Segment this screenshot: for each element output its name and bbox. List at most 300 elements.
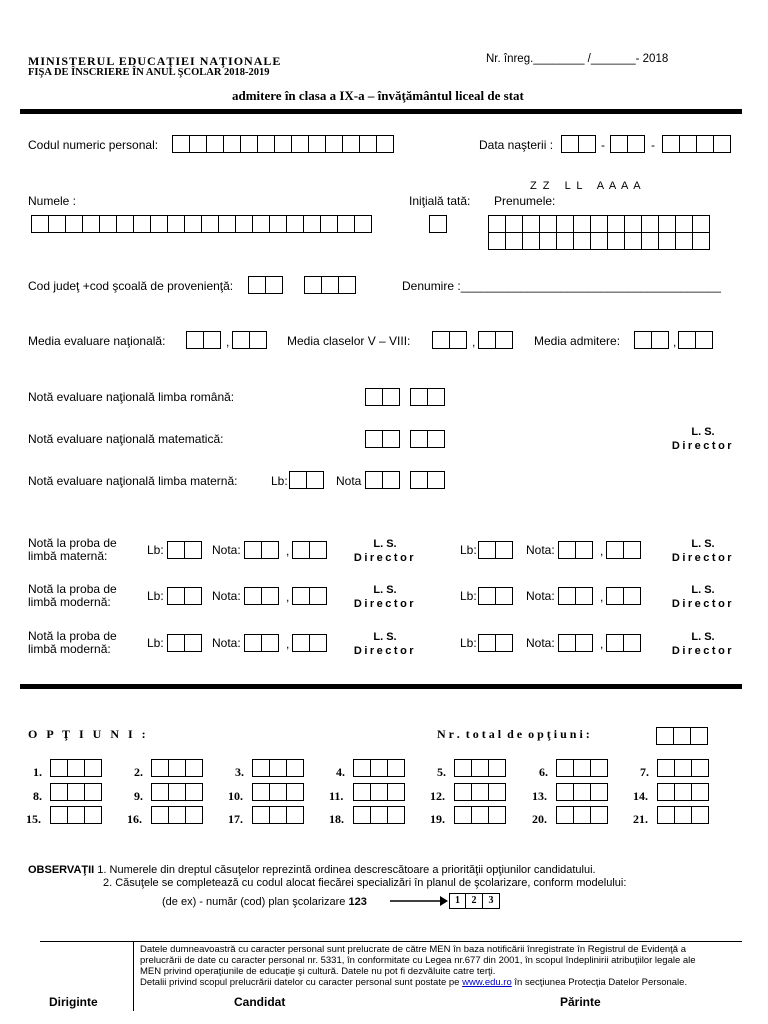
input-cell[interactable]: [410, 388, 428, 406]
input-cell[interactable]: [658, 215, 676, 233]
probe-int-field[interactable]: [244, 587, 278, 605]
input-cell[interactable]: [261, 587, 279, 605]
probe-lb-field[interactable]: [167, 587, 201, 605]
input-cell[interactable]: [657, 759, 675, 777]
input-cell[interactable]: [167, 587, 185, 605]
input-cell[interactable]: [410, 471, 428, 489]
input-cell[interactable]: [376, 135, 394, 153]
input-cell[interactable]: [309, 634, 327, 652]
option-field[interactable]: [454, 759, 505, 777]
probe-lb-field[interactable]: [478, 634, 512, 652]
input-cell[interactable]: [306, 471, 324, 489]
input-cell[interactable]: [522, 215, 540, 233]
probe-lb-field[interactable]: [167, 634, 201, 652]
input-cell[interactable]: [607, 215, 625, 233]
input-cell[interactable]: [252, 806, 270, 824]
probe-int-field[interactable]: [558, 541, 592, 559]
option-field[interactable]: [50, 806, 101, 824]
input-cell[interactable]: [641, 232, 659, 250]
input-cell[interactable]: [641, 215, 659, 233]
input-cell[interactable]: [505, 215, 523, 233]
media-admitere-int-field[interactable]: [634, 331, 668, 349]
probe-int-field[interactable]: [558, 587, 592, 605]
input-cell[interactable]: [67, 783, 85, 801]
romana-int-field[interactable]: [365, 388, 399, 406]
birth-year-field[interactable]: [662, 135, 730, 153]
name-field[interactable]: [31, 215, 371, 233]
input-cell[interactable]: [590, 232, 608, 250]
input-cell[interactable]: [522, 232, 540, 250]
county-code-field[interactable]: [248, 276, 282, 294]
stamp-director: L. S. Director: [671, 631, 735, 657]
input-cell[interactable]: [478, 634, 496, 652]
lb-label: Lb:: [271, 474, 288, 488]
school-code-field[interactable]: [304, 276, 355, 294]
lb-label: Lb:: [147, 589, 164, 603]
input-cell[interactable]: [382, 471, 400, 489]
input-cell[interactable]: [353, 759, 371, 777]
input-cell[interactable]: [606, 634, 624, 652]
input-cell[interactable]: [478, 587, 496, 605]
input-cell[interactable]: [365, 430, 383, 448]
input-cell[interactable]: [151, 806, 169, 824]
input-cell[interactable]: [84, 806, 102, 824]
option-number: 5.: [437, 765, 446, 779]
input-cell[interactable]: [539, 232, 557, 250]
input-cell[interactable]: [48, 215, 66, 233]
input-cell[interactable]: [675, 215, 693, 233]
option-field[interactable]: [454, 806, 505, 824]
input-cell[interactable]: [382, 388, 400, 406]
input-cell[interactable]: [50, 783, 68, 801]
input-cell[interactable]: [370, 783, 388, 801]
input-cell[interactable]: [410, 430, 428, 448]
input-cell[interactable]: [471, 759, 489, 777]
option-field[interactable]: [151, 783, 202, 801]
input-cell[interactable]: [471, 783, 489, 801]
input-cell[interactable]: [488, 806, 506, 824]
input-cell[interactable]: [232, 331, 250, 349]
media-v-viii-int-field[interactable]: [432, 331, 466, 349]
input-cell[interactable]: [261, 541, 279, 559]
input-cell[interactable]: [427, 388, 445, 406]
input-cell[interactable]: [427, 471, 445, 489]
input-cell[interactable]: [675, 232, 693, 250]
input-cell[interactable]: [50, 806, 68, 824]
input-cell[interactable]: [627, 135, 645, 153]
input-cell[interactable]: [578, 135, 596, 153]
input-cell[interactable]: [133, 215, 151, 233]
lb-label: Lb:: [460, 543, 477, 557]
input-cell[interactable]: [610, 135, 628, 153]
input-cell[interactable]: [252, 759, 270, 777]
birth-month-field[interactable]: [610, 135, 644, 153]
input-cell[interactable]: [556, 759, 574, 777]
input-cell[interactable]: [353, 783, 371, 801]
option-field[interactable]: [556, 806, 607, 824]
input-cell[interactable]: [303, 215, 321, 233]
option-field[interactable]: [252, 759, 303, 777]
probe-lb-field[interactable]: [478, 587, 512, 605]
option-number: 18.: [329, 812, 344, 826]
input-cell[interactable]: [291, 135, 309, 153]
input-cell[interactable]: [651, 331, 669, 349]
input-cell[interactable]: [244, 634, 262, 652]
probe-dec-field[interactable]: [606, 587, 640, 605]
input-cell[interactable]: [65, 215, 83, 233]
input-cell[interactable]: [184, 587, 202, 605]
option-field[interactable]: [454, 783, 505, 801]
mate-int-field[interactable]: [365, 430, 399, 448]
input-cell[interactable]: [151, 783, 169, 801]
input-cell[interactable]: [674, 806, 692, 824]
input-cell[interactable]: [184, 634, 202, 652]
nota-label: Nota:: [212, 636, 241, 650]
input-cell[interactable]: [488, 232, 506, 250]
media-admitere-dec-field[interactable]: [678, 331, 712, 349]
input-cell[interactable]: [167, 541, 185, 559]
firstname-field-row2[interactable]: [488, 232, 709, 250]
probe-lb-field[interactable]: [478, 541, 512, 559]
input-cell[interactable]: [151, 759, 169, 777]
lb-label: Lb:: [147, 543, 164, 557]
probe-int-field[interactable]: [244, 634, 278, 652]
media-en-dec-field[interactable]: [232, 331, 266, 349]
option-field[interactable]: [556, 783, 607, 801]
option-number: 3.: [235, 765, 244, 779]
input-cell[interactable]: [691, 783, 709, 801]
input-cell[interactable]: [185, 806, 203, 824]
option-number: 21.: [633, 812, 648, 826]
input-cell[interactable]: [189, 135, 207, 153]
input-cell[interactable]: [573, 783, 591, 801]
input-cell[interactable]: [691, 806, 709, 824]
input-cell[interactable]: [172, 135, 190, 153]
probe-lb-field[interactable]: [167, 541, 201, 559]
input-cell[interactable]: [116, 215, 134, 233]
input-cell[interactable]: [320, 215, 338, 233]
input-cell[interactable]: [167, 215, 185, 233]
input-cell[interactable]: [309, 541, 327, 559]
input-cell[interactable]: [248, 276, 266, 294]
input-cell[interactable]: [240, 135, 258, 153]
input-cell[interactable]: [269, 806, 287, 824]
input-cell[interactable]: [432, 331, 450, 349]
input-cell[interactable]: [223, 135, 241, 153]
input-cell[interactable]: [203, 331, 221, 349]
input-cell[interactable]: [556, 783, 574, 801]
probe-dec-field[interactable]: [292, 634, 326, 652]
input-cell[interactable]: [286, 759, 304, 777]
input-cell[interactable]: [691, 759, 709, 777]
media-en-label: Media evaluare naţională:: [28, 334, 166, 348]
input-cell[interactable]: [624, 215, 642, 233]
input-cell[interactable]: [606, 587, 624, 605]
input-cell[interactable]: [607, 232, 625, 250]
option-field[interactable]: [657, 759, 708, 777]
input-cell[interactable]: [454, 759, 472, 777]
probe-int-field[interactable]: [558, 634, 592, 652]
example-code-boxes: 1 2 3: [449, 893, 500, 909]
media-v-viii-dec-field[interactable]: [478, 331, 512, 349]
materna-int-field[interactable]: [365, 471, 399, 489]
input-cell[interactable]: [454, 783, 472, 801]
option-field[interactable]: [353, 806, 404, 824]
input-cell[interactable]: [67, 806, 85, 824]
input-cell[interactable]: [84, 759, 102, 777]
input-cell[interactable]: [382, 430, 400, 448]
probe-dec-field[interactable]: [606, 634, 640, 652]
birth-day-field[interactable]: [561, 135, 595, 153]
option-number: 20.: [532, 812, 547, 826]
stamp-director: L. S. Director: [671, 538, 735, 564]
input-cell[interactable]: [624, 232, 642, 250]
input-cell[interactable]: [235, 215, 253, 233]
option-field[interactable]: [556, 759, 607, 777]
options-total-label: N r . t o t a l d e o p ţ i u n i :: [437, 727, 590, 741]
input-cell[interactable]: [265, 276, 283, 294]
input-cell[interactable]: [692, 232, 710, 250]
input-cell[interactable]: [218, 215, 236, 233]
input-cell[interactable]: [309, 587, 327, 605]
input-cell[interactable]: [696, 135, 714, 153]
mate-dec-field[interactable]: [410, 430, 444, 448]
input-cell[interactable]: [269, 783, 287, 801]
input-cell[interactable]: [99, 215, 117, 233]
input-cell[interactable]: [67, 759, 85, 777]
input-cell[interactable]: [257, 135, 275, 153]
input-cell[interactable]: [286, 783, 304, 801]
input-cell[interactable]: [495, 541, 513, 559]
input-cell[interactable]: [269, 759, 287, 777]
input-cell[interactable]: [185, 783, 203, 801]
option-field[interactable]: [657, 783, 708, 801]
input-cell[interactable]: [454, 806, 472, 824]
input-cell[interactable]: [167, 634, 185, 652]
probe-dec-field[interactable]: [606, 541, 640, 559]
option-field[interactable]: [151, 759, 202, 777]
input-cell[interactable]: [304, 276, 322, 294]
option-field[interactable]: [353, 759, 404, 777]
input-cell[interactable]: [186, 331, 204, 349]
input-cell[interactable]: [575, 587, 593, 605]
ministry-name: MINISTERUL EDUCAŢIEI NAŢIONALE: [28, 54, 282, 68]
input-cell[interactable]: [695, 331, 713, 349]
input-cell[interactable]: [539, 215, 557, 233]
media-en-int-field[interactable]: [186, 331, 220, 349]
input-cell[interactable]: [201, 215, 219, 233]
input-cell[interactable]: [184, 541, 202, 559]
input-cell[interactable]: [623, 541, 641, 559]
input-cell[interactable]: [387, 783, 405, 801]
input-cell[interactable]: [657, 783, 675, 801]
option-field[interactable]: [657, 806, 708, 824]
input-cell[interactable]: [370, 759, 388, 777]
input-cell[interactable]: [354, 215, 372, 233]
input-cell[interactable]: [292, 541, 310, 559]
input-cell[interactable]: [185, 759, 203, 777]
option-field[interactable]: [353, 783, 404, 801]
romana-label: Notă evaluare naţională limba română:: [28, 390, 235, 404]
stamp-director: L. S. Director: [353, 631, 417, 657]
input-cell[interactable]: [289, 471, 307, 489]
input-cell[interactable]: [244, 541, 262, 559]
input-cell[interactable]: [252, 783, 270, 801]
materna-lb-field[interactable]: [289, 471, 323, 489]
input-cell[interactable]: [387, 759, 405, 777]
edu-link[interactable]: www.edu.ro: [462, 977, 512, 988]
input-cell[interactable]: [84, 783, 102, 801]
input-cell[interactable]: [690, 727, 708, 745]
input-cell[interactable]: [244, 587, 262, 605]
option-number: 4.: [336, 765, 345, 779]
option-number: 6.: [539, 765, 548, 779]
option-field[interactable]: [50, 783, 101, 801]
input-cell[interactable]: [606, 541, 624, 559]
input-cell[interactable]: [449, 331, 467, 349]
nota-label: Nota:: [526, 589, 555, 603]
input-cell[interactable]: [365, 471, 383, 489]
input-cell[interactable]: [252, 215, 270, 233]
input-cell[interactable]: [495, 331, 513, 349]
option-number: 14.: [633, 789, 648, 803]
input-cell[interactable]: [590, 759, 608, 777]
input-cell[interactable]: [673, 727, 691, 745]
input-cell[interactable]: [558, 634, 576, 652]
probe-label: Notă la proba de limbă modernă:: [28, 629, 117, 656]
input-cell[interactable]: [150, 215, 168, 233]
romana-dec-field[interactable]: [410, 388, 444, 406]
input-cell[interactable]: [495, 634, 513, 652]
input-cell[interactable]: [573, 759, 591, 777]
input-cell[interactable]: [206, 135, 224, 153]
input-cell[interactable]: [692, 215, 710, 233]
input-cell[interactable]: [590, 783, 608, 801]
input-cell[interactable]: [561, 135, 579, 153]
input-cell[interactable]: [168, 783, 186, 801]
input-cell[interactable]: [31, 215, 49, 233]
option-field[interactable]: [252, 806, 303, 824]
input-cell[interactable]: [269, 215, 287, 233]
input-cell[interactable]: [308, 135, 326, 153]
input-cell[interactable]: [573, 215, 591, 233]
input-cell[interactable]: [488, 215, 506, 233]
input-cell[interactable]: [249, 331, 267, 349]
nota-label: Nota:: [526, 543, 555, 557]
input-cell[interactable]: [478, 541, 496, 559]
stamp-director: L. S. Director: [353, 538, 417, 564]
input-cell[interactable]: [495, 587, 513, 605]
input-cell[interactable]: [558, 587, 576, 605]
input-cell[interactable]: [342, 135, 360, 153]
input-cell[interactable]: [575, 634, 593, 652]
input-cell[interactable]: [678, 331, 696, 349]
input-cell[interactable]: [168, 759, 186, 777]
input-cell[interactable]: [558, 541, 576, 559]
materna-dec-field[interactable]: [410, 471, 444, 489]
input-cell[interactable]: [292, 587, 310, 605]
input-cell[interactable]: [365, 388, 383, 406]
input-cell[interactable]: [427, 430, 445, 448]
input-cell[interactable]: [623, 587, 641, 605]
input-cell[interactable]: [657, 806, 675, 824]
input-cell[interactable]: [590, 806, 608, 824]
input-cell[interactable]: [387, 806, 405, 824]
school-name-field[interactable]: Denumire :_______________________________________: [402, 279, 721, 293]
input-cell[interactable]: [359, 135, 377, 153]
comma: ,: [600, 544, 604, 558]
input-cell[interactable]: [674, 783, 692, 801]
input-cell[interactable]: [488, 759, 506, 777]
input-cell[interactable]: [658, 232, 676, 250]
input-cell[interactable]: [292, 634, 310, 652]
firstname-field-row1[interactable]: [488, 215, 709, 233]
nota-label: Nota:: [526, 636, 555, 650]
input-cell[interactable]: [471, 806, 489, 824]
father-initial-field[interactable]: [429, 215, 446, 233]
input-cell[interactable]: [662, 135, 680, 153]
input-cell[interactable]: [168, 806, 186, 824]
input-cell[interactable]: [325, 135, 343, 153]
input-cell[interactable]: [634, 331, 652, 349]
option-field[interactable]: [151, 806, 202, 824]
input-cell[interactable]: [50, 759, 68, 777]
option-field[interactable]: [50, 759, 101, 777]
input-cell[interactable]: [556, 215, 574, 233]
input-cell[interactable]: [184, 215, 202, 233]
input-cell[interactable]: [573, 806, 591, 824]
input-cell[interactable]: [575, 541, 593, 559]
input-cell[interactable]: [573, 232, 591, 250]
input-cell[interactable]: [353, 806, 371, 824]
input-cell[interactable]: [656, 727, 674, 745]
option-field[interactable]: [252, 783, 303, 801]
lb-label: Lb:: [460, 636, 477, 650]
input-cell[interactable]: [286, 806, 304, 824]
date-separator: -: [601, 138, 605, 152]
input-cell[interactable]: [679, 135, 697, 153]
input-cell[interactable]: [674, 759, 692, 777]
nota-label: Nota:: [212, 589, 241, 603]
input-cell[interactable]: [623, 634, 641, 652]
input-cell[interactable]: [286, 215, 304, 233]
input-cell[interactable]: [321, 276, 339, 294]
comma: ,: [472, 335, 476, 349]
input-cell[interactable]: [590, 215, 608, 233]
input-cell[interactable]: [505, 232, 523, 250]
probe-dec-field[interactable]: [292, 541, 326, 559]
input-cell[interactable]: [337, 215, 355, 233]
input-cell[interactable]: [338, 276, 356, 294]
probe-label: Notă la proba de limbă maternă:: [28, 536, 117, 563]
input-cell[interactable]: [82, 215, 100, 233]
options-title: O P Ţ I U N I :: [28, 727, 149, 741]
input-cell[interactable]: [429, 215, 447, 233]
probe-dec-field[interactable]: [292, 587, 326, 605]
probe-int-field[interactable]: [244, 541, 278, 559]
input-cell[interactable]: [556, 232, 574, 250]
name-label: Numele :: [28, 194, 77, 208]
input-cell[interactable]: [488, 783, 506, 801]
input-cell[interactable]: [478, 331, 496, 349]
cnp-field[interactable]: [172, 135, 393, 153]
input-cell[interactable]: [274, 135, 292, 153]
options-total-field[interactable]: [656, 727, 707, 745]
input-cell[interactable]: [556, 806, 574, 824]
input-cell[interactable]: [261, 634, 279, 652]
input-cell[interactable]: [370, 806, 388, 824]
input-cell[interactable]: [713, 135, 731, 153]
